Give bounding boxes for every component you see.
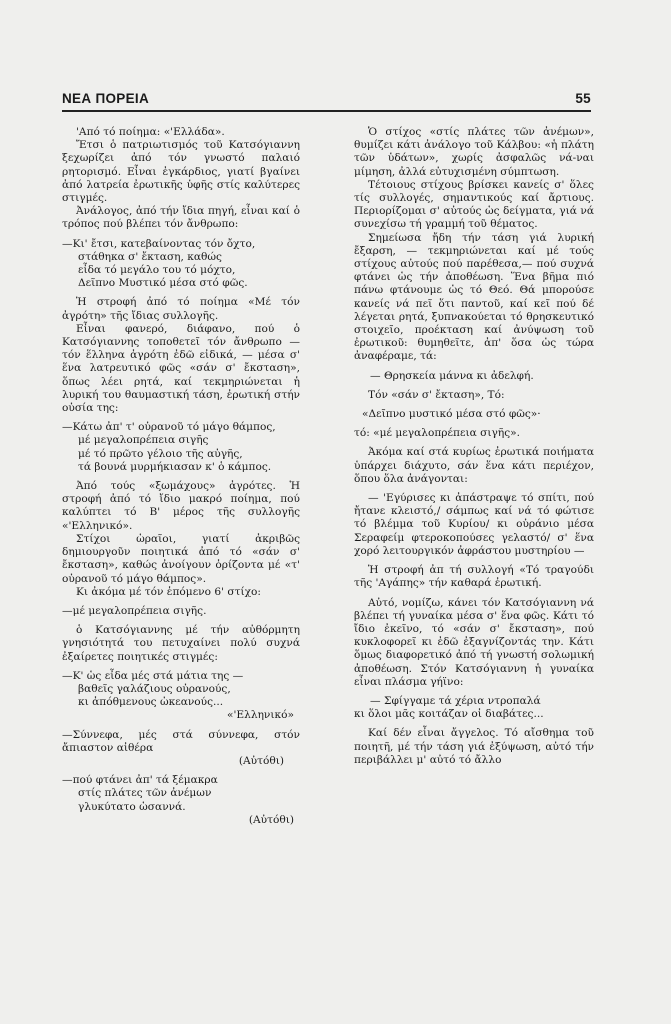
paragraph: Κι ἀκόμα μέ τόν ἑπόμενο 6' στίχο: (76, 585, 261, 598)
verse-block (62, 421, 300, 474)
verse-line: —πού φτάνει ἀπ' τά ξέμακρα (62, 774, 218, 787)
verse-block (62, 774, 300, 827)
page-number: 55 (575, 91, 591, 106)
left-column (62, 126, 300, 827)
verse-block: — 'Εγύρισες κι ἀπάστραψε τό σπίτι, πού ἤτανε κλειστό,/ σάμπως καί νά τό φώτισε τό βλέμμα τοῦ Κυρίου/ κι οὐράνιο μέσα Σεραφείμ φτεροκοπούσες γελαστό/ σ' ἕνα χορό λειτουργικόν ἀφράστου μυστηρίου — (354, 492, 594, 557)
paragraph: Ὁ στίχος «στίς πλάτες τῶν ἀνέμων», θυμίζει κάτι ἀνάλογο τοῦ Κάλβου: «ἡ πλάτη τῶν ὑδάτων», χωρίς ἀσφαλῶς νά-ναι μίμηση, ἀλλά εὐτυχισμένη σύμπτωση. (354, 126, 594, 178)
verse-line: —Κι' ἔτσι, κατεβαίνοντας τόν ὄχτο, (62, 237, 256, 250)
verse-line: τά βουνά μυρμήκιασαν κ' ὁ κάμπος. (78, 460, 272, 473)
paragraph: Ἀκόμα καί στά κυρίως ἐρωτικά ποιήματα ὑπάρχει διάχυτο, σάν ἕνα κάτι περιέχον, ὅπου ὅλα ἀνάγονται: (354, 446, 594, 485)
paragraph: Τόν «σάν σ' ἔκταση», Τό: (368, 388, 505, 401)
running-header (62, 91, 591, 107)
paragraph: Καί δέν εἶναι ἄγγελος. Τό αἴσθημα τοῦ ποιητῆ, μέ τήν τάση γιά ἐξύψωση, αὐτό τήν περιβάλλει μ' αὐτό τό ἄλλο (354, 727, 594, 766)
verse-block (354, 695, 594, 721)
verse-line: —Κάτω ἀπ' τ' οὐρανοῦ τό μάγο θάμπος, (62, 421, 276, 434)
paragraph: Τέτοιους στίχους βρίσκει κανείς σ' ὅλες τίς συλλογές, σημαντικούς καί ἄρτιους. Περιορίζομαι σ' αὐτούς ὡς δείγματα, γιά νά συνεχίσω τή γραμμή τοῦ θέματος. (354, 178, 594, 231)
paragraph: Ἔτσι ὁ πατριωτισμός τοῦ Κατσόγιαννη ξεχωρίζει ἀπό τόν γνωστό παλαιό ρητορισμό. Εἶναι ἐγκάρδιος, γιατί βγαίνει ἀπό λατρεία ἐρωτικῆς ὑφῆς στίς καλύτερες στιγμές. (62, 139, 300, 205)
verse-line: στάθηκα σ' ἔκταση, καθώς (78, 250, 222, 263)
verse-block (62, 729, 300, 769)
paragraph: Ἀνάλογος, ἀπό τήν ἴδια πηγή, εἶναι καί ὁ τρόπος πού βλέπει τόν ἄνθρωπο: (62, 205, 300, 231)
paragraph: Ἀπό τούς «ξωμάχους» ἀγρότες. Ἡ στροφή ἀπό τό ἴδιο μακρό ποίημα, πού καλύπτει τό Β' μέρος τῆς συλλογῆς «'Ελληνικό». (62, 480, 300, 532)
verse-line: μέ τό πρῶτο γέλοιο τῆς αὐγῆς, (78, 447, 243, 460)
paragraph: Ἡ στροφή ἀπ τή συλλογή «Τό τραγούδι τῆς 'Αγάπης» τήν καθαρά ἐρωτική. (354, 564, 594, 590)
journal-title: ΝΕΑ ΠΟΡΕΙΑ (62, 91, 150, 106)
verse-line: γλυκύτατο ὡσαννά. (78, 800, 186, 813)
quote-line: «Δεῖπνο μυστικό μέσα στό φῶς»· (362, 408, 541, 421)
header-rule (62, 110, 591, 112)
verse-block (62, 670, 300, 723)
verse-line: βαθεῖς γαλάζιους οὐρανούς, (78, 682, 231, 695)
verse-source: «'Ελληνικό» (227, 709, 294, 722)
paragraph: Αὐτό, νομίζω, κάνει τόν Κατσόγιαννη νά βλέπει τή γυναίκα μέσα σ' ἕνα φῶς. Κάτι τό ἴδιο ἐκεῖνο, τό «σάν σ' ἔκσταση», πού κυκλοφορεῖ κι ἐδῶ ἐξαγνίζοντάς την. Κάτι ὅμως διαφορετικό ἀπό τή γνωστή σολωμική ἀποθέωση. Στόν Κατσόγιαννη ἡ γυναίκα εἶναι πλάσμα γήϊνο: (354, 596, 594, 688)
verse-line: —μέ μεγαλοπρέπεια σιγῆς. (62, 604, 207, 617)
verse-line: —Σύννεφα, μές στά σύννεφα, στόν ἄπιαστον αἰθέρα (62, 728, 300, 754)
paragraph: Εἶναι φανερό, διάφανο, πού ὁ Κατσόγιαννης τοποθετεῖ τόν ἄνθρωπο — τόν ἕλληνα ἀγρότη ἐδῶ εἰδικά, — μέσα σ' ἕνα λατρευτικό φῶς «σάν σ' ἔκσταση», ὅπως λέει ρητά, καί τεκμηριώνεται ἡ λυρική του θαυμαστική τάση, ἐρωτική στήν οὐσία της: (62, 322, 300, 415)
paragraph: Ἡ στροφή ἀπό τό ποίημα «Μέ τόν ἀγρότη» τῆς ἴδιας συλλογῆς. (62, 296, 300, 322)
verse-line: Δεῖπνο Μυστικό μέσα στό φῶς. (78, 277, 248, 290)
verse-line: στίς πλάτες τῶν ἀνέμων (78, 787, 212, 800)
paragraph: ὁ Κατσόγιαννης μέ τήν αὐθόρμητη γνησιότητά του πετυχαίνει πολύ συχνά ἐξαίρετες ποιητικές στιγμές: (62, 624, 300, 663)
paragraph: 'Από τό ποίημα: «'Ελλάδα». (76, 126, 225, 138)
verse-line: —Κ' ὡς εἶδα μές στά μάτια της — (62, 669, 244, 682)
verse-line: μέ μεγαλοπρέπεια σιγῆς (78, 434, 209, 447)
verse-source: (Αὐτόθι) (238, 754, 284, 767)
verse-line: — Σφίγγαμε τά χέρια ντροπαλά (370, 694, 541, 707)
verse-block (62, 238, 300, 291)
verse-line: κι ἀπόθμενους ὠκεανούς... (78, 696, 224, 709)
paragraph: τό: «μέ μεγαλοπρέπεια σιγῆς». (354, 427, 520, 440)
paragraph: Σημείωσα ἤδη τήν τάση γιά λυρική ἔξαρση, — τεκμηριώνεται καί μέ τούς στίχους αὐτούς πού παρέθεσα,— πού συχνά φτάνει ὡς τήν ἀποθέωση. Ἕνα βῆμα πιό πάνω φτάνουμε ὡς τό Θεό. Θά μπορούσε κανείς νά πεῖ ὅτι παντοῦ, καί κεῖ πού δέ λέγεται ρητά, ξυπνακούεται τό θρησκευτικό στοιχεῖο, προέκταση καί ἀνύψωση τοῦ ἐρωτικοῦ: θυμηθεῖτε, ἀπ' ὅσα ὡς τώρα ἀναφέραμε, τά: (354, 231, 594, 363)
verse-source: (Αὐτόθι) (248, 813, 294, 826)
quote-line: — Θρησκεία μάννα κι ἀδελφή. (370, 369, 534, 382)
paragraph: Στίχοι ὡραῖοι, γιατί ἀκριβῶς δημιουργοῦν ποιητικά ἀπό τό «σάν σ' ἔκσταση», καθώς ἀνοίγουν ὁρίζοντα μέ «τ' οὐρανοῦ τό μάγο θάμπος». (62, 532, 300, 585)
right-column (354, 126, 594, 767)
verse-line: κι ὅλοι μᾶς κοιτάζαν οἱ διαβάτες... (354, 708, 544, 721)
verse-line: εἶδα τό μεγάλο του τό μόχτο, (78, 264, 236, 277)
